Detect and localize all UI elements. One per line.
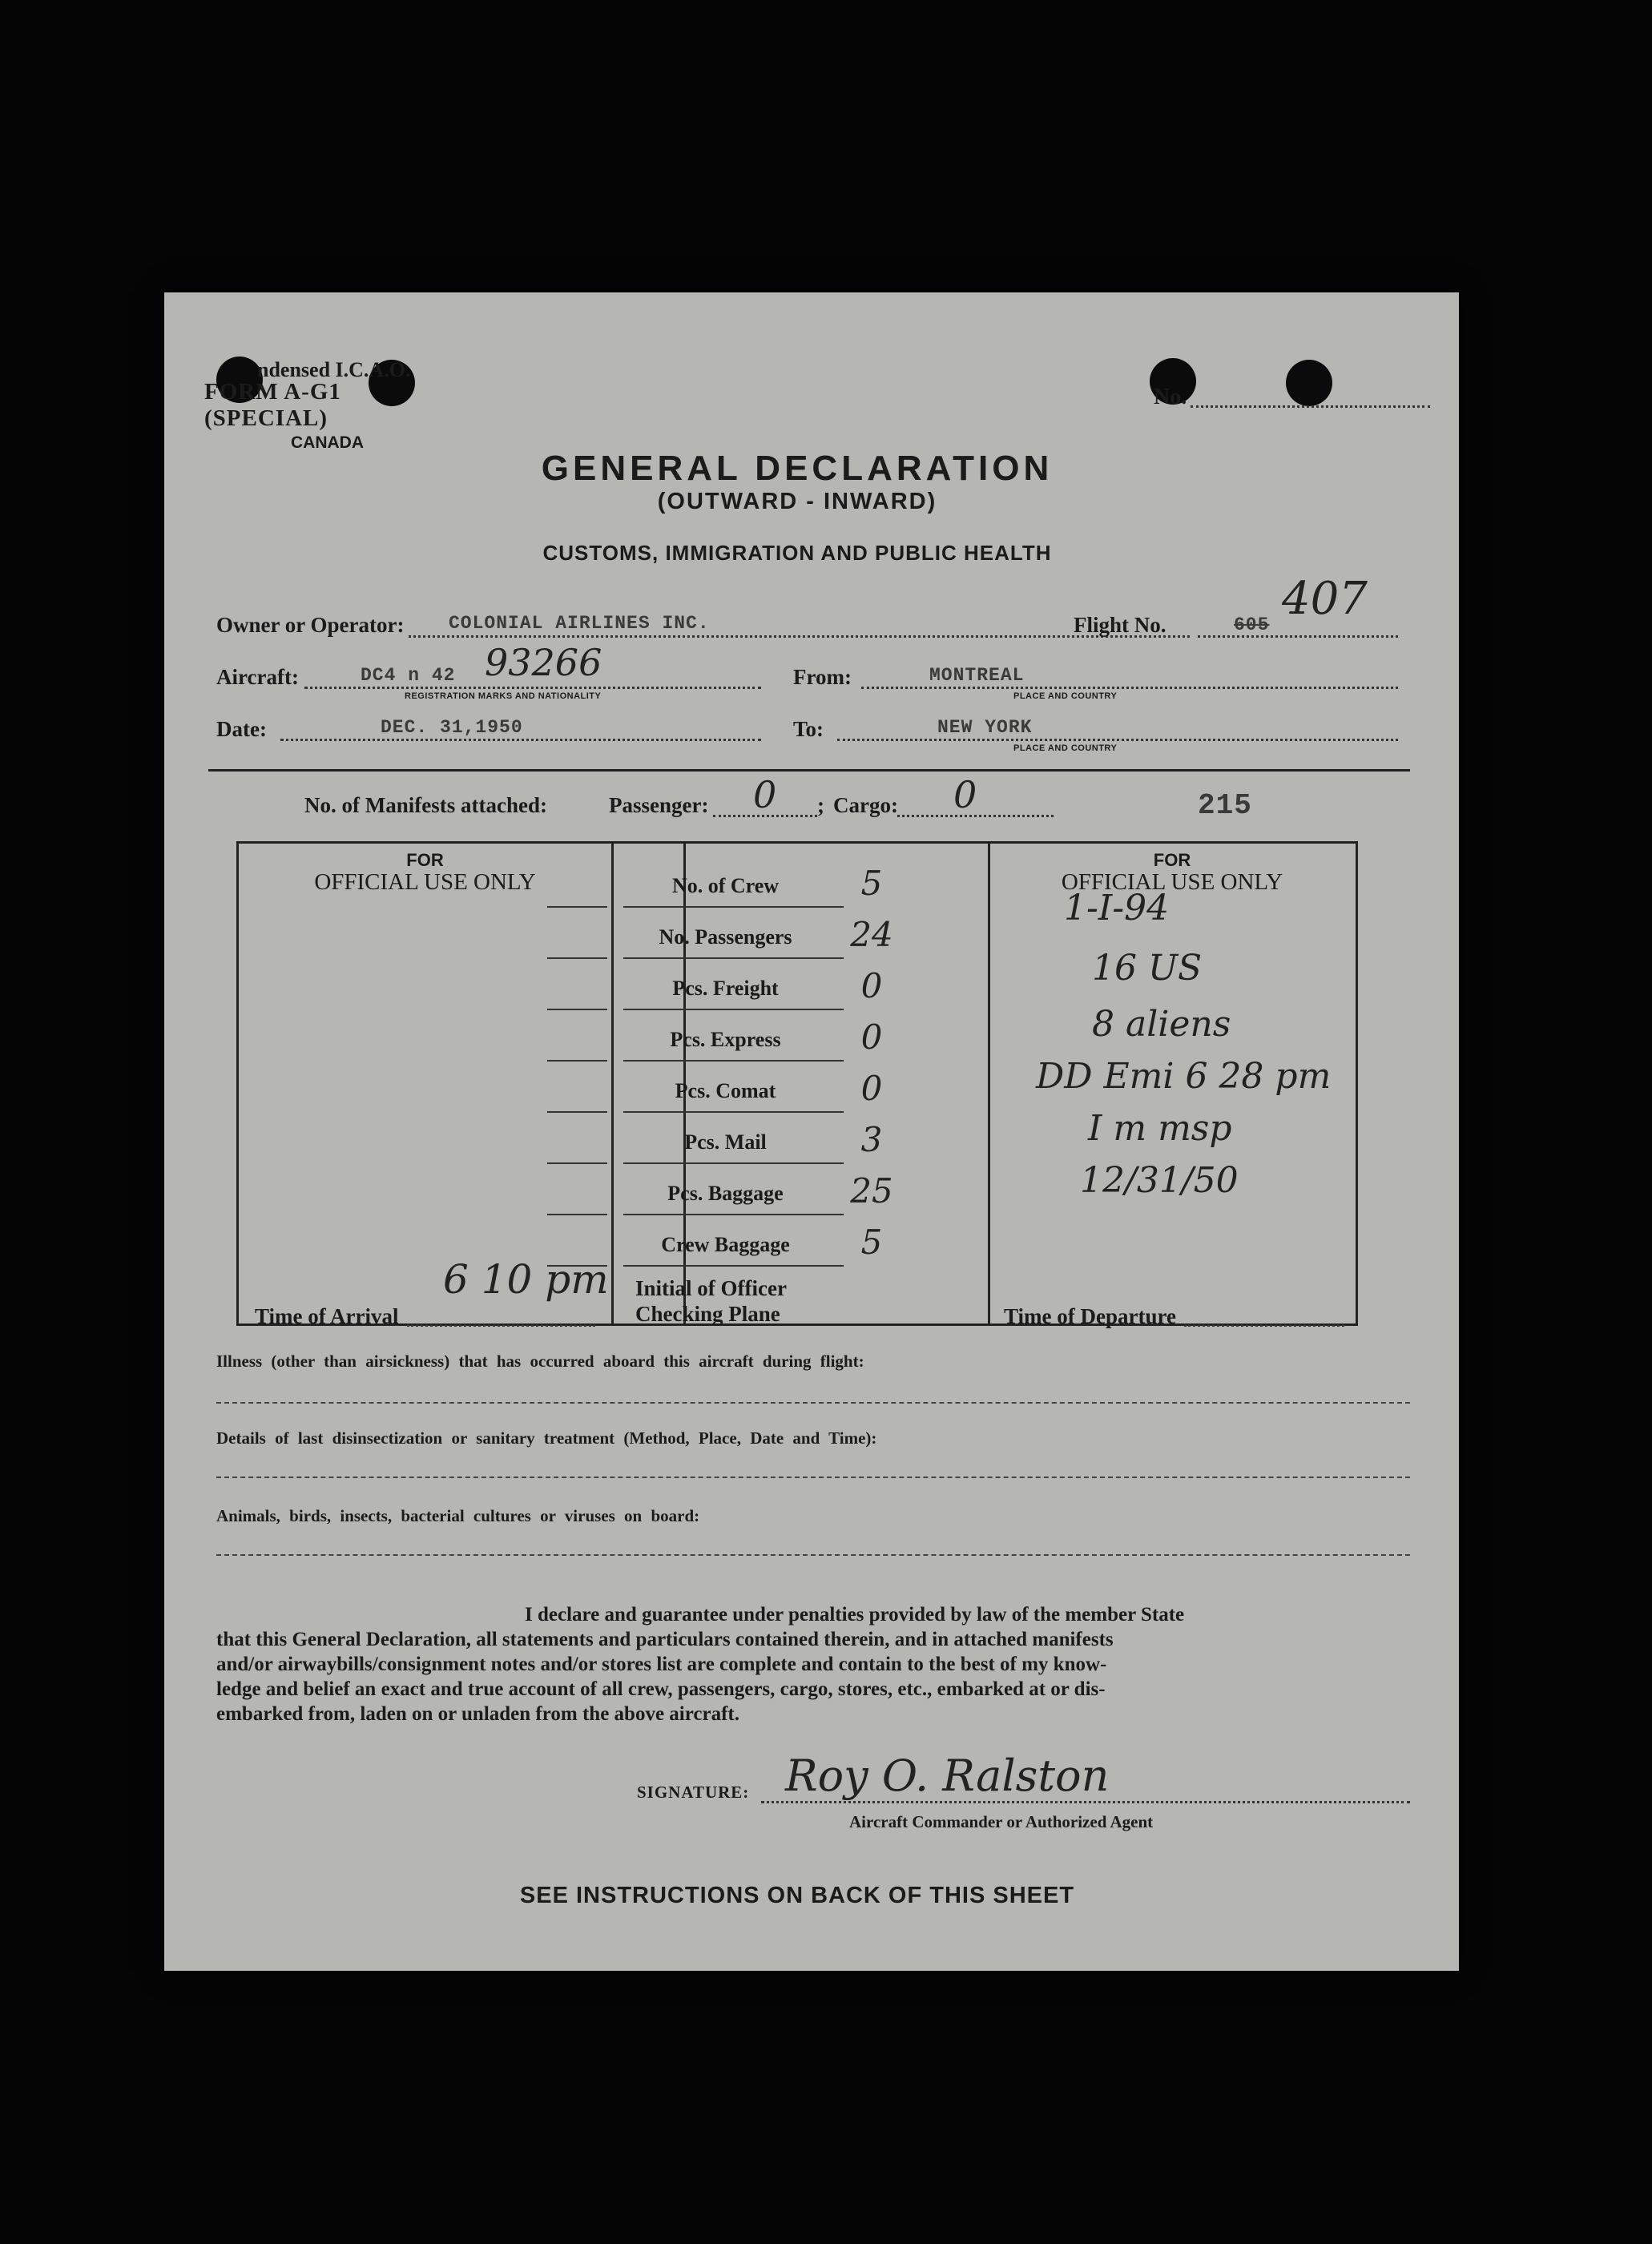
right-for-label: FOR — [1153, 850, 1191, 870]
stamp-number: 215 — [1198, 789, 1252, 822]
place-caption-to: PLACE AND COUNTRY — [1013, 743, 1118, 753]
aircraft-typed-value: DC4 n 42 — [361, 665, 456, 686]
date-value: DEC. 31,1950 — [381, 717, 523, 738]
table-row-value: 0 — [860, 1017, 883, 1057]
passenger-manifest-label: Passenger: — [609, 793, 709, 817]
table-row-label: Pcs. Mail — [684, 1130, 767, 1154]
passenger-manifest-value: 0 — [753, 773, 777, 816]
left-official-label: OFFICIAL USE ONLY — [314, 869, 536, 895]
table-row-label: Pcs. Freight — [672, 977, 779, 1000]
disinsection-label: Details of last disinsectization or sanitary treatment (Method, Place, Date and Time): — [216, 1428, 877, 1448]
form-code: FORM A-G1 (SPECIAL) — [204, 379, 341, 431]
to-value: NEW YORK — [937, 717, 1033, 738]
table-row-value: 3 — [860, 1120, 883, 1159]
official-note-4: DD Emi 6 28 pm — [1036, 1056, 1332, 1097]
official-note-5: I m msp — [1088, 1108, 1232, 1149]
table-row-label: No. Passengers — [659, 925, 792, 949]
divider-top — [208, 769, 1410, 772]
declaration-line-4: ledge and belief an exact and true account of all crew, passengers, cargo, stores, etc., embarked at or dis- — [216, 1678, 1106, 1700]
table-row-value: 0 — [860, 966, 883, 1005]
time-of-arrival-label: Time of Arrival — [255, 1304, 399, 1328]
table-row-label: Pcs. Baggage — [667, 1182, 784, 1205]
table-row-label: Pcs. Comat — [675, 1079, 776, 1102]
date-label: Date: — [216, 717, 267, 741]
table-row — [615, 962, 988, 1013]
table-row-label: Crew Baggage — [661, 1233, 790, 1256]
time-of-departure-label: Time of Departure — [1004, 1304, 1176, 1328]
table-row-label: Pcs. Express — [670, 1028, 781, 1051]
aircraft-label: Aircraft: — [216, 665, 299, 689]
table-row — [615, 1116, 988, 1167]
initial-officer-label: Initial of Officer — [635, 1276, 787, 1300]
time-of-arrival-value: 6 10 pm — [443, 1256, 609, 1303]
table-row — [615, 911, 988, 962]
cargo-manifest-value: 0 — [953, 773, 977, 816]
form-number-label: No. — [1154, 385, 1187, 409]
table-row — [615, 1219, 988, 1270]
authority-heading: CUSTOMS, IMMIGRATION AND PUBLIC HEALTH — [542, 541, 1052, 565]
page-subtitle: (OUTWARD - INWARD) — [657, 489, 937, 514]
page-title: GENERAL DECLARATION — [541, 449, 1054, 488]
declaration-line-2: that this General Declaration, all statements and particulars contained therein, and in attached manifests — [216, 1629, 1114, 1650]
flight-label: Flight No. — [1074, 613, 1166, 637]
cargo-manifest-label: Cargo: — [833, 793, 898, 817]
table-row-value: 0 — [860, 1069, 883, 1108]
signature-value: Roy O. Ralston — [785, 1750, 1110, 1801]
owner-label: Owner or Operator: — [216, 613, 405, 637]
form-header-line1: ndensed I.C.A.O. — [257, 358, 411, 381]
form-number — [1154, 385, 1430, 410]
crew-counts — [615, 860, 988, 1276]
declaration-text — [216, 1602, 1414, 1726]
aircraft-handwritten-value: 93266 — [485, 641, 602, 684]
signature-label: SIGNATURE: — [637, 1783, 750, 1802]
official-note-6: 12/31/50 — [1080, 1160, 1239, 1201]
table-row-label: No. of Crew — [671, 874, 780, 897]
manifest-separator: ; — [817, 793, 824, 817]
registration-caption: REGISTRATION MARKS AND NATIONALITY — [405, 691, 602, 701]
from-label: From: — [793, 665, 852, 689]
place-caption-from: PLACE AND COUNTRY — [1013, 691, 1118, 701]
left-for-label: FOR — [406, 850, 444, 870]
footer-instructions: SEE INSTRUCTIONS ON BACK OF THIS SHEET — [519, 1883, 1075, 1908]
checking-plane-label: Checking Plane — [635, 1302, 780, 1326]
table-row-value: 24 — [850, 915, 893, 954]
table-row-value: 5 — [860, 1223, 883, 1262]
animals-label: Animals, birds, insects, bacterial cultures or viruses on board: — [216, 1506, 700, 1525]
declaration-sheet — [164, 292, 1459, 1971]
signature-caption: Aircraft Commander or Authorized Agent — [849, 1812, 1154, 1831]
declaration-line-5: embarked from, laden on or unladen from the above aircraft. — [216, 1703, 739, 1725]
declaration-line-3: and/or airwaybills/consignment notes and/or stores list are complete and contain to the best of my know- — [216, 1654, 1107, 1675]
illness-label: Illness (other than airsickness) that has occurred aboard this aircraft during flight: — [216, 1352, 864, 1371]
flight-handwritten-value: 407 — [1282, 573, 1368, 625]
to-label: To: — [793, 717, 824, 741]
official-use-table — [236, 841, 1358, 1326]
manifests-label: No. of Manifests attached: — [304, 793, 547, 817]
right-official-label: OFFICIAL USE ONLY — [1061, 869, 1283, 895]
flight-typed-value: 605 — [1234, 614, 1270, 635]
table-row — [615, 1167, 988, 1219]
form-country: CANADA — [291, 433, 364, 452]
table-row — [615, 860, 988, 911]
table-row — [615, 1013, 988, 1065]
from-value: MONTREAL — [929, 665, 1025, 686]
official-note-1: 1-I-94 — [1064, 888, 1170, 929]
form-header — [204, 358, 445, 453]
owner-value: COLONIAL AIRLINES INC. — [449, 613, 710, 634]
table-row-value: 25 — [850, 1171, 893, 1211]
official-note-2: 16 US — [1092, 948, 1203, 989]
official-note-3: 8 aliens — [1092, 1004, 1231, 1045]
table-row-value: 5 — [860, 864, 883, 903]
declaration-line-1: I declare and guarantee under penalties provided by law of the member State — [525, 1604, 1185, 1626]
table-row — [615, 1065, 988, 1116]
